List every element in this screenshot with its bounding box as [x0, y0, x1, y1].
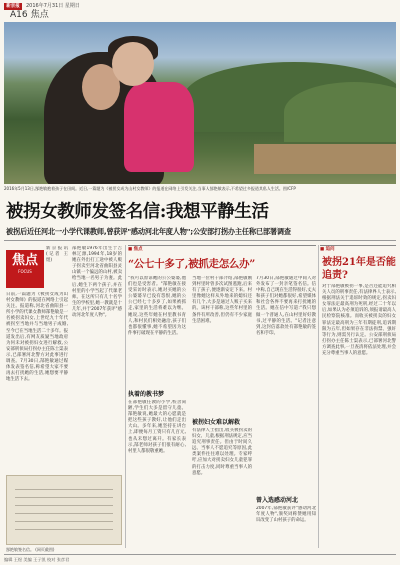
article-column-1: 日前,一篇题为《被拐女成为山村女教师》的报道在网络上引起关注。报道称,河北省曲阳县一所小学的代课女教师郜艳敏是一名被拐卖妇女,上世纪九十年代被拐至当地并与当地男子成婚,至今已在当地生活二十多年。报道发出后,有网友质疑当地政府为何未对被拐妇女进行解救,公安部刑侦局打拐办主任陈士渠表示,已部署河北警方对此事进行调查。7月30日,郜艳敏通过媒体发表签名信,称希望大家不要再去打扰她的生活,她想要平静地生活下去。 — [6, 292, 68, 383]
page-footer: 编辑 王煜 美编 王子凯 校对 张彦君 — [4, 554, 396, 563]
sidebar-tag — [320, 245, 396, 253]
article-column-4: 当地一位村干部介绍,郜艳敏刚到村里时曾多次试图逃跑,后来有了孩子,便逐渐安定下来。村里像她这样从外地来的媳妇还有几个,大多是通过人贩子买来的。该村干部称,这些年村里的条件有所改善,但仍有不少家庭生活困难。 — [192, 276, 252, 324]
sidebar-headline: 被拐21年是否能追责? — [322, 257, 396, 281]
signed-letter-image — [6, 475, 122, 545]
focus-small: FOCUS — [18, 269, 32, 274]
article-column-3: "我可以原谅她的公公婆婆,他们也是受害者。"郜艳敏在接受采访时表示,她对买她的公公婆婆早已没有怨恨,她的公公已经七十多岁了,如果被抓走,家里的生活将难以为继。她说,这些年她在村里教书育人,和村民们相处融洽,孩子们也都很懂事,她不希望因为这件事打破现在平静的生活。 — [128, 276, 186, 336]
page-label — [10, 9, 49, 21]
page-label-row — [4, 0, 396, 20]
headline: 被拐女教师发签名信:我想平静生活 — [6, 202, 269, 222]
issue-date: 2016年7月31日 星期日 — [26, 3, 80, 9]
article-column-5b: 2007年,郜艳敏获评"感动河北年度人物",颁奖词称赞她用知识改变了山村孩子的命运。 — [256, 506, 316, 524]
letter-caption: 郜艳敏签名信。 (网页截图) — [6, 547, 55, 552]
article-intro: 新京报讯 (记者 王煜) — [46, 246, 68, 264]
sidebar-column: 对于郜艳敏被拐一事,是否还能追究相关人员的刑事责任,有法律界人士表示,根据刑法关于追诉时效的规定,拐卖妇女罪法定最高刑为死刑,经过二十年以后,如果认为必须追诉的,须报请最高人民检察院核准。而收买被拐卖的妇女罪法定最高刑为三年有期徒刑,追诉期限为五年,但如果存在非法拘禁、强奸等行为,则需另行认定。公安部刑侦局打拐办主任陈士渠表示,已部署河北警方调查此事,一旦查清将依法处理,并会充分尊重当事人的意愿。 — [322, 284, 396, 357]
page-section: 焦点 — [30, 10, 49, 20]
page-code: A16 — [10, 10, 28, 20]
letter-handwriting — [15, 482, 113, 530]
lead-photo — [4, 22, 396, 184]
pull-quote: “公七十多了,被抓走怎么办” — [128, 258, 256, 270]
section-tag — [128, 245, 316, 253]
column-rule-right — [318, 245, 319, 548]
subsection-title-2: 被拐妇女难以解救 — [192, 419, 241, 426]
divider — [4, 240, 396, 241]
section-tag-label: ■ 焦点 — [128, 247, 143, 252]
subheadline: 被拐后近任河北一小学代课教师,曾获评"感动河北年度人物";公安部打拐办主任称已部署调查 — [6, 227, 291, 236]
photo-caption: 2016年5月13日,郜艳敏抱着孩子在田间。近日,一篇题为《被拐女成为山村女教师》的报道在网络上引发关注,当事人郜艳敏表示,不希望过多报道其私人生活。图/CFP — [4, 186, 296, 191]
article-column-3b: 在郜艳敏任教的小学,校舍简陋,学生们大多是留守儿童。郜艳敏说,她最大的心愿就是把这些孩子教好,让他们走出大山。多年来,她坚持在讲台上,即便每月工资只有几百元,也从未想过离开。有家长表示,郜老师对孩子们很有耐心,村里人都很敬重她。 — [128, 400, 186, 454]
focus-badge — [6, 250, 44, 288]
article-column-2: 郜艳敏1976年出生于吉林辽源,1994年,18岁的她在外出打工途中被人贩子拐卖至河北省曲阳县灵山镇一个偏远的山村,被卖给当地一名男子为妻。此后,她生下两个孩子,并在村里的小学当起了代课老师。在这所只有几十名学生的学校里,她一教就是十几年,并于2007年获评"感动河北年度人物"。 — [72, 246, 122, 319]
focus-label: 焦点 — [11, 253, 38, 268]
photo-child-face — [112, 42, 154, 86]
article-column-5: 7月30日,郜艳敏通过中间人对外发布了一封亲笔签名信。信中称,自己现在生活得很好,丈夫和孩子们对她都很好,希望媒体和社会各界不要再来打扰她的生活。她在信中写道:"我只想做一个普通人,在山村里好好教书,过平静的生活。"记者注意到,这封信落款处有郜艳敏的签名和手印。 — [256, 276, 316, 336]
column-rule — [125, 245, 126, 548]
photo-child-body — [124, 82, 194, 172]
subsection-title-1: 执着的教书梦 — [128, 391, 165, 398]
article-column-4b: 有法律人士指出,收买被拐卖的妇女、儿童,根据刑法规定,应当追究刑事责任。但由于时间久远、当事人不愿追究等原因,此类案件往往难以处理。专家呼吁,应加大对拐卖妇女儿童犯罪的打击力度,同时尊重当事人的意愿。 — [192, 428, 252, 476]
sidebar-tag-label: ■ 追问 — [320, 247, 335, 252]
photo-wall — [254, 144, 396, 174]
subsection-title-3: 曾入选感动河北 — [256, 497, 299, 504]
newspaper-logo: 新京报 — [4, 3, 22, 10]
